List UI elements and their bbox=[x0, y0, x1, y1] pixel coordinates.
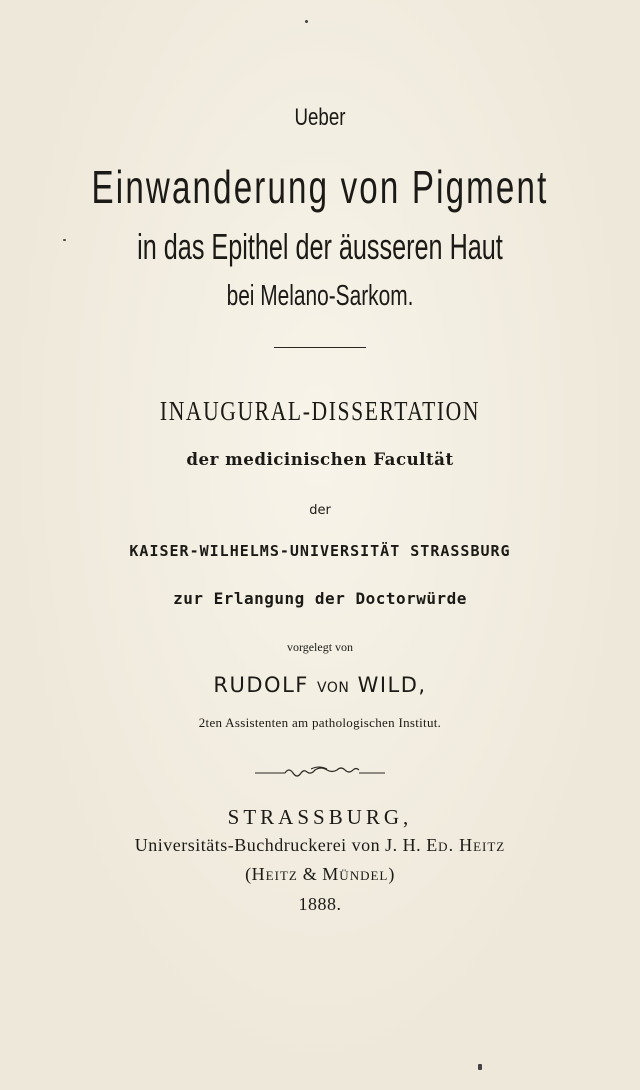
year-line: 1888. bbox=[298, 894, 342, 914]
printer-heitz: Heitz bbox=[459, 835, 506, 855]
printer-muendel: Mündel bbox=[322, 864, 389, 884]
presented-by-line: vorgelegt von bbox=[286, 640, 354, 654]
divider-rule bbox=[274, 347, 366, 348]
ornament-flourish-icon bbox=[255, 762, 385, 782]
university-line: KAISER-WILHELMS-UNIVERSITÄT STRASSBURG bbox=[129, 542, 511, 560]
printer-ed: Ed. bbox=[426, 835, 455, 855]
printer-line-1 bbox=[0, 835, 640, 856]
author-particle: VON bbox=[317, 680, 350, 696]
dissertation-heading: INAUGURAL-DISSERTATION bbox=[159, 396, 481, 426]
main-title: Einwanderung von Pigment bbox=[91, 161, 549, 213]
city-line: STRASSBURG, bbox=[227, 805, 413, 829]
pre-title: Ueber bbox=[294, 104, 346, 131]
subtitle-line-1: in das Epithel der äusseren Haut bbox=[137, 226, 503, 267]
author-position: 2ten Assistenten am pathologischen Institut. bbox=[198, 715, 442, 730]
author-name bbox=[0, 673, 640, 697]
printer-line-2: (Heitz & Mündel) bbox=[245, 864, 395, 884]
print-speck bbox=[63, 239, 66, 241]
purpose-line: zur Erlangung der Doctorwürde bbox=[173, 589, 467, 608]
faculty-line: der medicinischen Facultät bbox=[186, 450, 454, 470]
printer-heitz-2: Heitz bbox=[251, 864, 298, 884]
subtitle-line-2: bei Melano-Sarkom. bbox=[226, 280, 414, 312]
author-last-name: WILD, bbox=[357, 673, 427, 697]
der-line: der bbox=[309, 503, 331, 518]
author-first-name: RUDOLF bbox=[213, 673, 309, 697]
printer-text: Universitäts-Buchdruckerei von J. H. bbox=[134, 835, 427, 855]
print-speck bbox=[478, 1064, 482, 1070]
print-speck bbox=[305, 20, 308, 23]
